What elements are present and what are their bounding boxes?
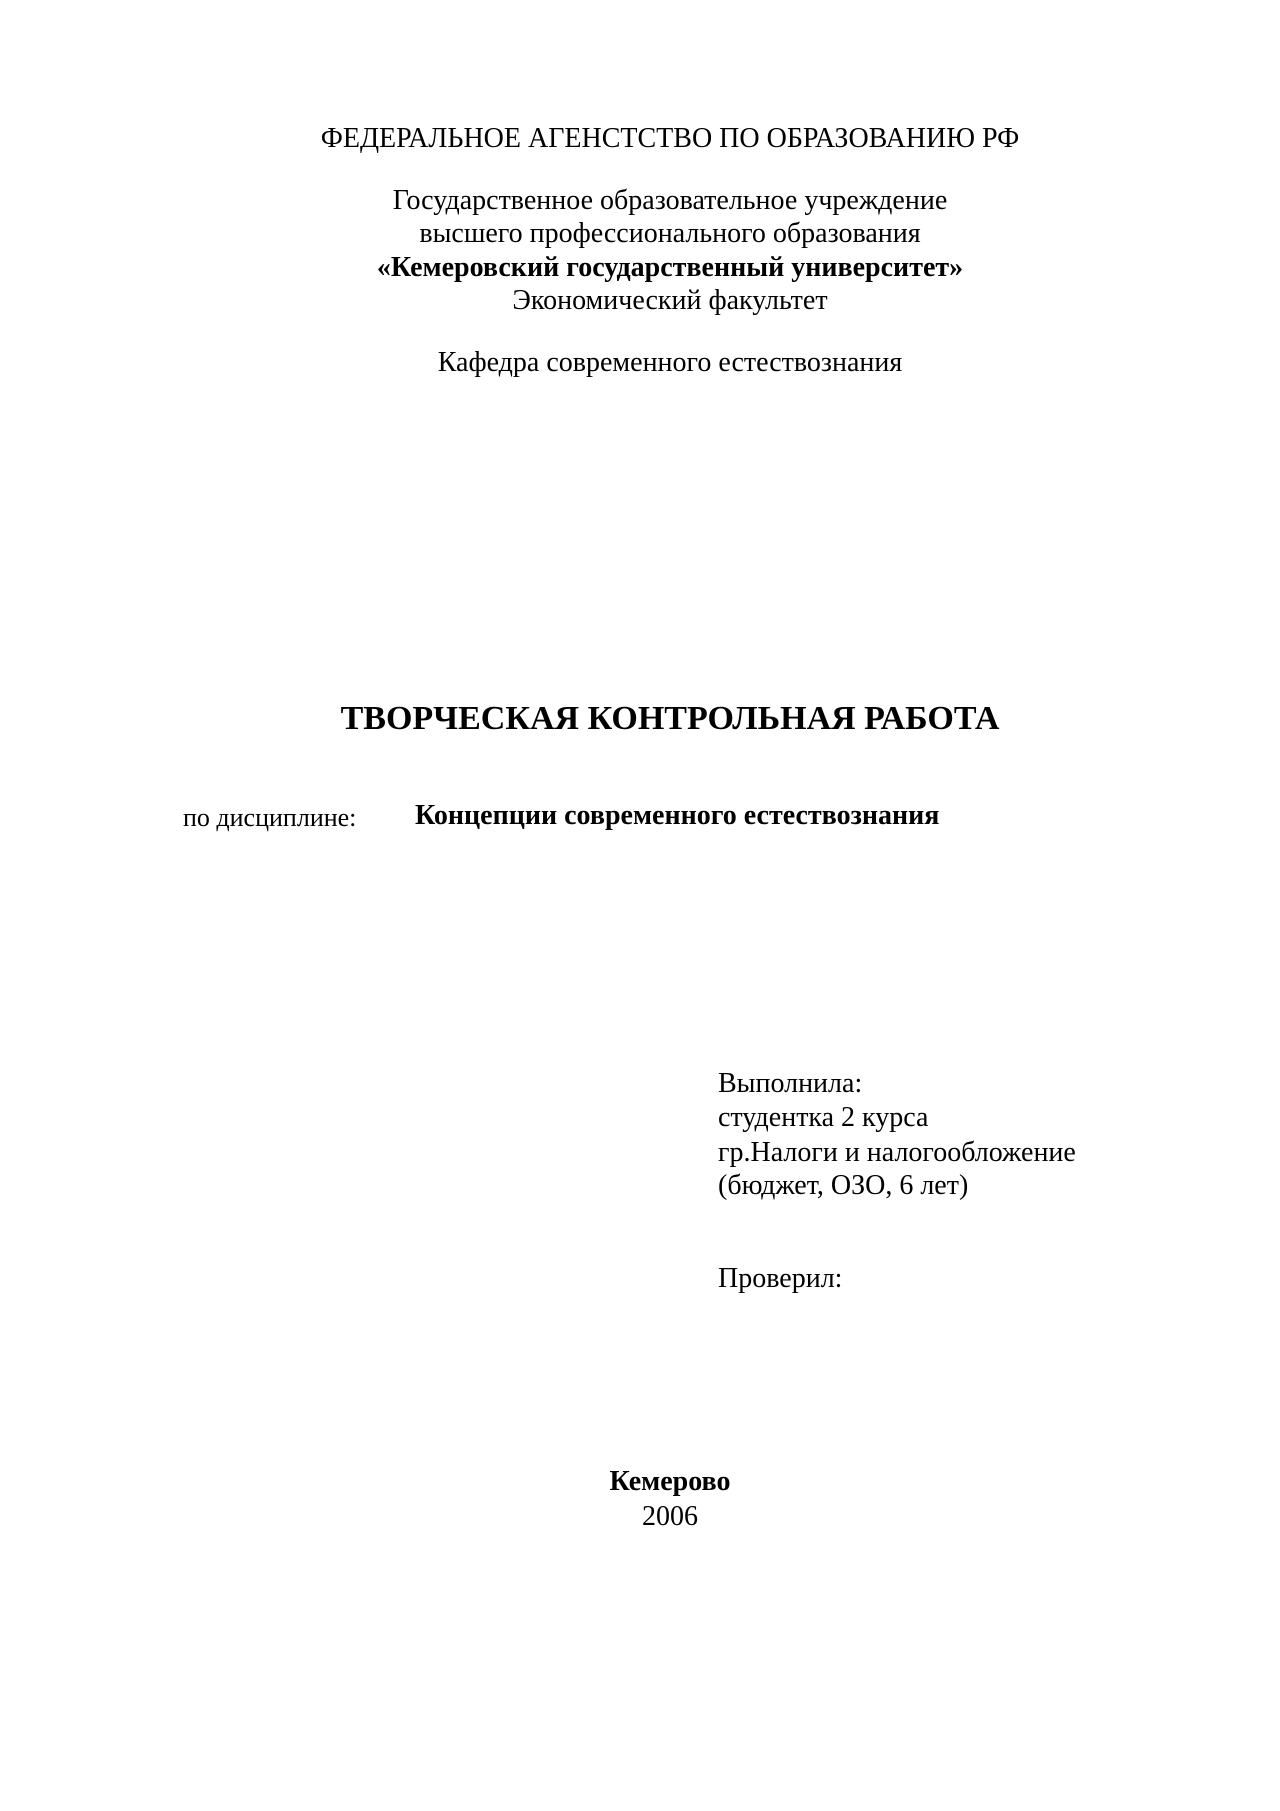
department-name: Кафедра современного естествознания bbox=[437, 347, 903, 378]
institution-line-2: высшего профессионального образования bbox=[419, 218, 921, 249]
group-line: гр.Налоги и налогообложение bbox=[718, 1137, 1076, 1168]
faculty-name: Экономический факультет bbox=[512, 285, 828, 316]
details-line: (бюджет, ОЗО, 6 лет) bbox=[718, 1170, 969, 1201]
discipline-name: Концепции современного естествознания bbox=[415, 800, 940, 831]
agency-name: ФЕДЕРАЛЬНОЕ АГЕНСТСТВО ПО ОБРАЗОВАНИЮ РФ bbox=[320, 123, 1020, 154]
student-line: студентка 2 курса bbox=[718, 1102, 929, 1133]
work-type-title: ТВОРЧЕСКАЯ КОНТРОЛЬНАЯ РАБОТА bbox=[340, 700, 1000, 737]
institution-line-1: Государственное образовательное учреждение bbox=[392, 185, 948, 216]
university-name: «Кемеровский государственный университет» bbox=[376, 252, 964, 283]
discipline-label: по дисциплине: bbox=[183, 803, 357, 832]
performed-label: Выполнила: bbox=[718, 1068, 863, 1099]
city-name: Кемерово bbox=[609, 1466, 731, 1497]
checked-label: Проверил: bbox=[718, 1263, 843, 1294]
year: 2006 bbox=[642, 1501, 698, 1532]
